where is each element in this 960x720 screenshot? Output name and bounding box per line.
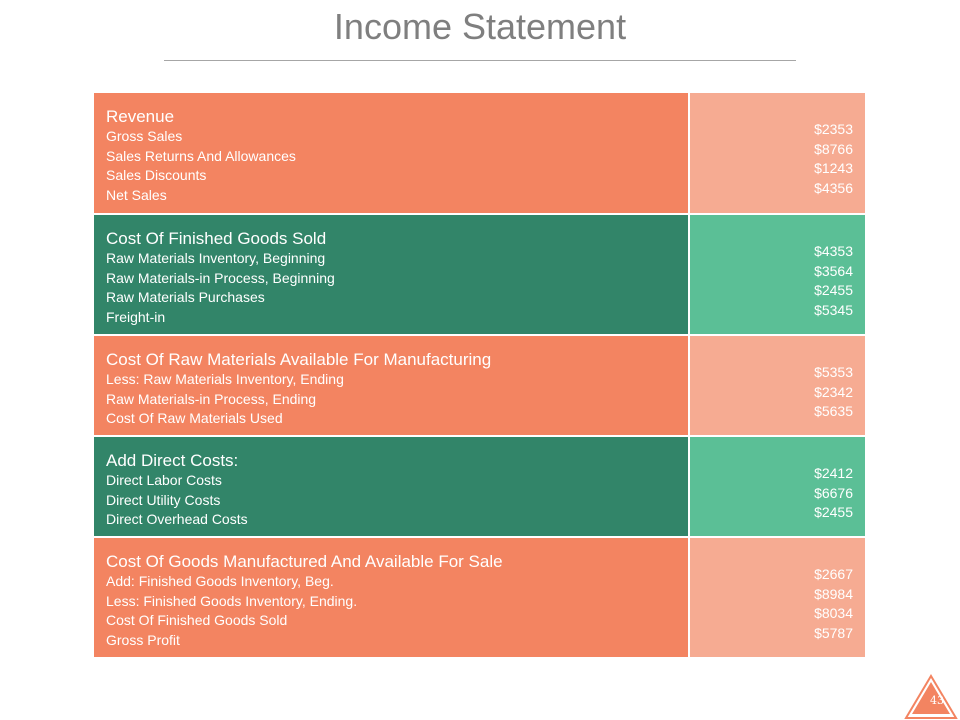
label-cell <box>94 93 690 213</box>
line-item: Cost Of Finished Goods Sold <box>106 612 288 628</box>
amount: $5345 <box>814 301 853 318</box>
table-row-direct-costs <box>94 437 865 538</box>
amount: $8766 <box>814 140 853 157</box>
line-item: Raw Materials Inventory, Beginning <box>106 250 326 266</box>
line-item: Gross Sales <box>106 128 183 144</box>
line-item: Direct Utility Costs <box>106 491 221 508</box>
line-item: Gross Profit <box>106 631 180 648</box>
table-row-cost-of-finished-goods <box>94 215 865 336</box>
amount: $2455 <box>814 504 853 520</box>
amount: $6676 <box>814 484 853 501</box>
amount: $2342 <box>814 383 853 400</box>
line-item: Freight-in <box>106 308 166 325</box>
amount: $4353 <box>814 243 853 259</box>
label-cell <box>94 215 690 334</box>
page-number: 43 <box>930 694 944 707</box>
title-divider <box>164 60 796 61</box>
page-title: Income Statement <box>333 6 627 47</box>
amount: $2353 <box>814 121 853 137</box>
label-cell <box>94 336 690 435</box>
line-item: Raw Materials-in Process, Ending <box>106 390 317 407</box>
label-cell <box>94 437 690 536</box>
section-heading: Cost Of Raw Materials Available For Manufacturing <box>106 350 492 369</box>
line-item: Sales Returns And Allowances <box>106 147 296 164</box>
amount: $5787 <box>814 624 853 641</box>
line-item: Sales Discounts <box>106 167 207 183</box>
amount: $2455 <box>814 282 853 298</box>
line-item: Direct Overhead Costs <box>106 511 248 527</box>
value-cell <box>690 215 865 334</box>
table-row-raw-materials-available <box>94 336 865 437</box>
line-item: Raw Materials Purchases <box>106 289 265 305</box>
amount: $8034 <box>814 605 853 621</box>
line-item: Cost Of Raw Materials Used <box>106 410 283 426</box>
line-item: Direct Labor Costs <box>106 472 222 488</box>
label-cell <box>94 538 690 657</box>
value-cell <box>690 336 865 435</box>
value-cell <box>690 538 865 657</box>
line-item: Net Sales <box>106 186 167 203</box>
section-heading: Cost Of Goods Manufactured And Available For Sale <box>106 552 503 571</box>
line-item: Less: Raw Materials Inventory, Ending <box>106 371 344 387</box>
amount: $4356 <box>814 179 853 196</box>
amount: $2412 <box>814 465 853 481</box>
table-row-revenue <box>94 93 865 215</box>
section-heading: Add Direct Costs: <box>106 451 239 470</box>
section-heading: Cost Of Finished Goods Sold <box>106 229 327 248</box>
amount: $5353 <box>814 364 853 380</box>
value-cell <box>690 437 865 536</box>
amount: $8984 <box>814 585 853 602</box>
line-item: Raw Materials-in Process, Beginning <box>106 269 335 286</box>
amount: $1243 <box>814 160 853 176</box>
amount: $3564 <box>814 262 853 279</box>
section-heading: Revenue <box>106 107 175 126</box>
table-row-goods-manufactured <box>94 538 865 657</box>
line-item: Less: Finished Goods Inventory, Ending. <box>106 592 358 609</box>
line-item: Add: Finished Goods Inventory, Beg. <box>106 573 334 589</box>
income-statement-table <box>94 93 865 657</box>
amount: $2667 <box>814 566 853 582</box>
amount: $5635 <box>814 403 853 419</box>
value-cell <box>690 93 865 213</box>
